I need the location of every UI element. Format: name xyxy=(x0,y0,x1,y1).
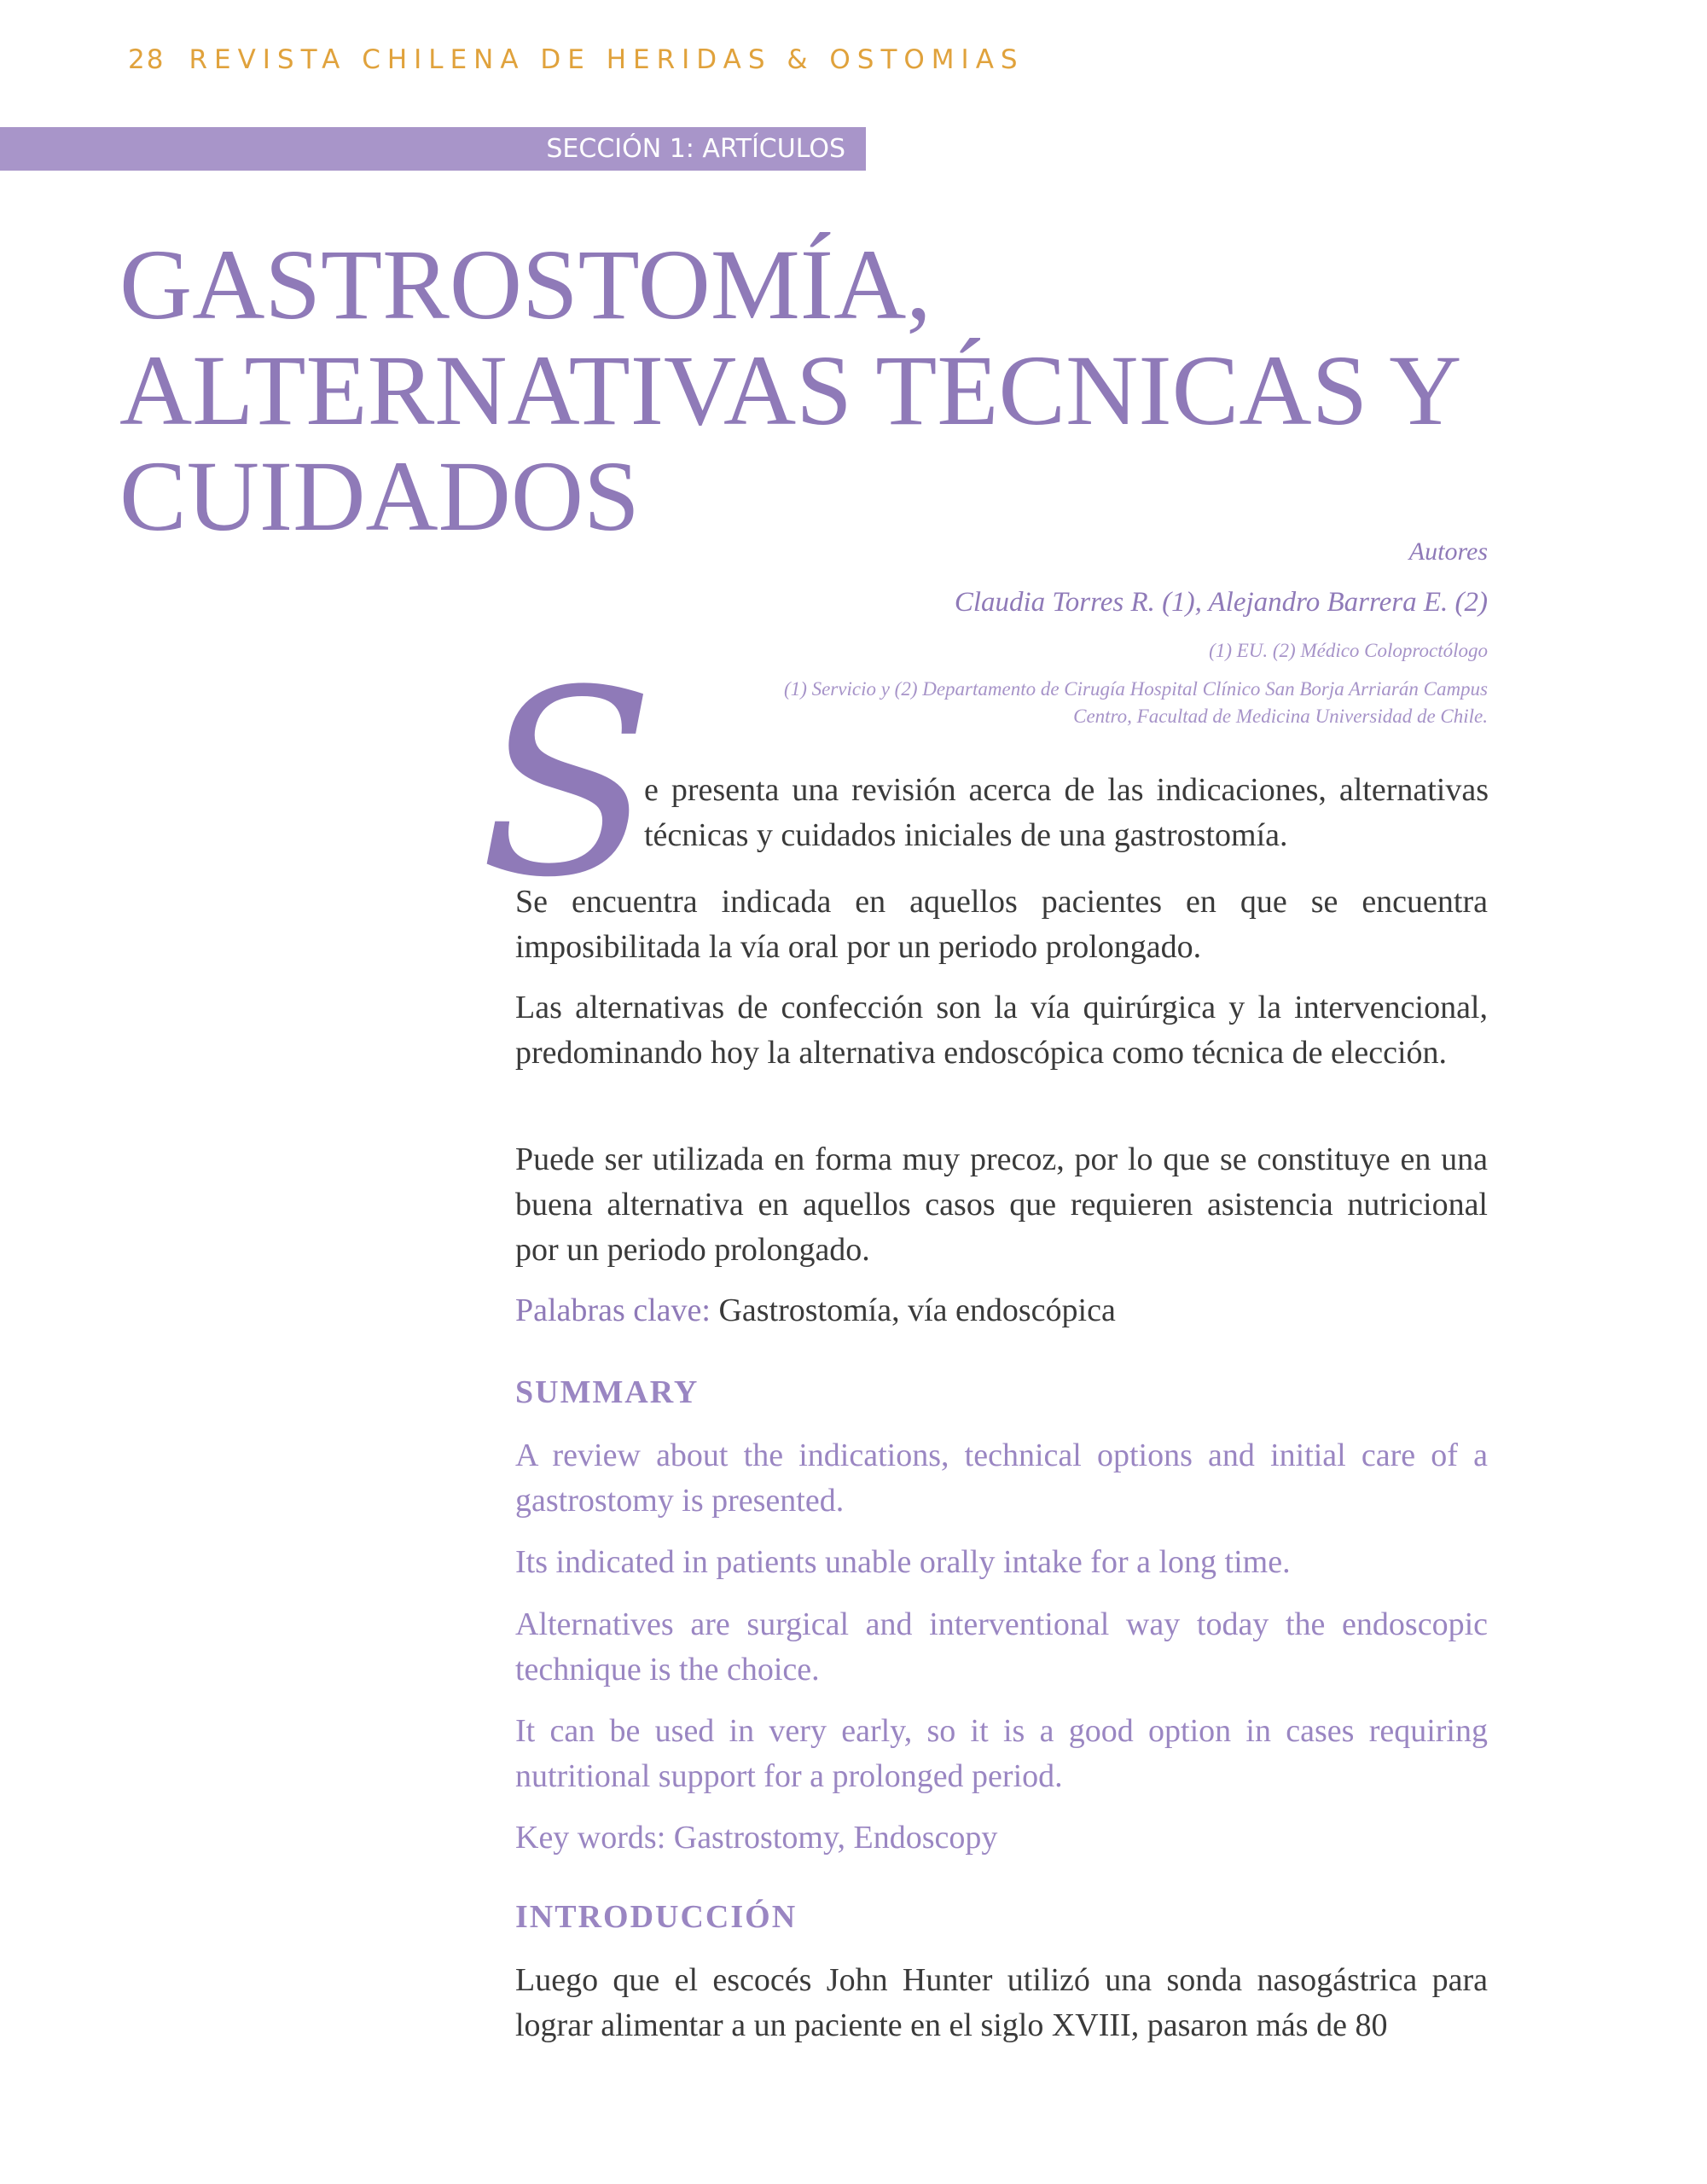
summary-heading: SUMMARY xyxy=(515,1374,700,1410)
abstract-keywords xyxy=(515,1288,1488,1333)
introduction-paragraph-1: Luego que el escocés John Hunter utilizó una sonda nasogástrica para lograr alimentar a un paciente en el siglo XVIII, pasaron más de 80 xyxy=(515,1962,1488,2043)
title-line-2: ALTERNATIVAS TÉCNICAS Y xyxy=(119,334,1462,446)
authors-label: Autores xyxy=(1408,537,1488,566)
introduction-heading: INTRODUCCIÓN xyxy=(515,1899,798,1935)
keywords-value: Gastrostomía, vía endoscópica xyxy=(710,1292,1116,1328)
summary-paragraph-2: Its indicated in patients unable orally intake for a long time. xyxy=(515,1544,1291,1580)
title-line-1: GASTROSTOMÍA, xyxy=(119,229,932,340)
title-line-3: CUIDADOS xyxy=(119,440,640,552)
section-label: SECCIÓN 1: ARTÍCULOS xyxy=(546,134,845,164)
summary-keywords: Key words: Gastrostomy, Endoscopy xyxy=(515,1820,998,1856)
abstract-paragraph-3: Las alternativas de confección son la vía quirúrgica y la intervencional, predominando hoy la alternativa endoscópica como técnica de elección. xyxy=(515,990,1488,1071)
author-names: Claudia Torres R. (1), Alejandro Barrera E. (2) xyxy=(954,587,1488,618)
drop-cap: S xyxy=(479,636,655,933)
author-institution xyxy=(784,676,1488,730)
institution-line-2: Centro, Facultad de Medicina Universidad de Chile. xyxy=(1073,706,1488,727)
section-band xyxy=(0,127,866,171)
keywords-label: Palabras clave: xyxy=(515,1292,711,1328)
journal-name: REVISTA CHILENA DE HERIDAS & OSTOMIAS xyxy=(189,44,1025,75)
page-number: 28 xyxy=(128,44,165,75)
abstract-paragraph-2: Se encuentra indicada en aquellos pacientes en que se encuentra imposibilitada la vía oral por un periodo prolongado. xyxy=(515,884,1488,965)
summary-paragraph-1: A review about the indications, technical options and initial care of a gastrostomy is presented. xyxy=(515,1438,1488,1519)
summary-paragraph-3: Alternatives are surgical and interventional way today the endoscopic technique is the choice. xyxy=(515,1606,1488,1687)
summary-paragraph-4: It can be used in very early, so it is a good option in cases requiring nutritional support for a prolonged period. xyxy=(515,1713,1488,1794)
institution-line-1: (1) Servicio y (2) Departamento de Cirugía Hospital Clínico San Borja Arriarán Campus xyxy=(784,678,1488,700)
author-roles: (1) EU. (2) Médico Coloproctólogo xyxy=(1209,640,1488,661)
abstract-paragraph-4: Puede ser utilizada en forma muy precoz, por lo que se constituye en una buena alternativa en aquellos casos que requieren asistencia nutricional por un periodo prolongado. xyxy=(515,1141,1488,1268)
running-header xyxy=(128,44,1025,75)
abstract-lead-paragraph: e presenta una revisión acerca de las indicaciones, alternativas técnicas y cuidados iniciales de una gastrostomía. xyxy=(644,772,1489,853)
